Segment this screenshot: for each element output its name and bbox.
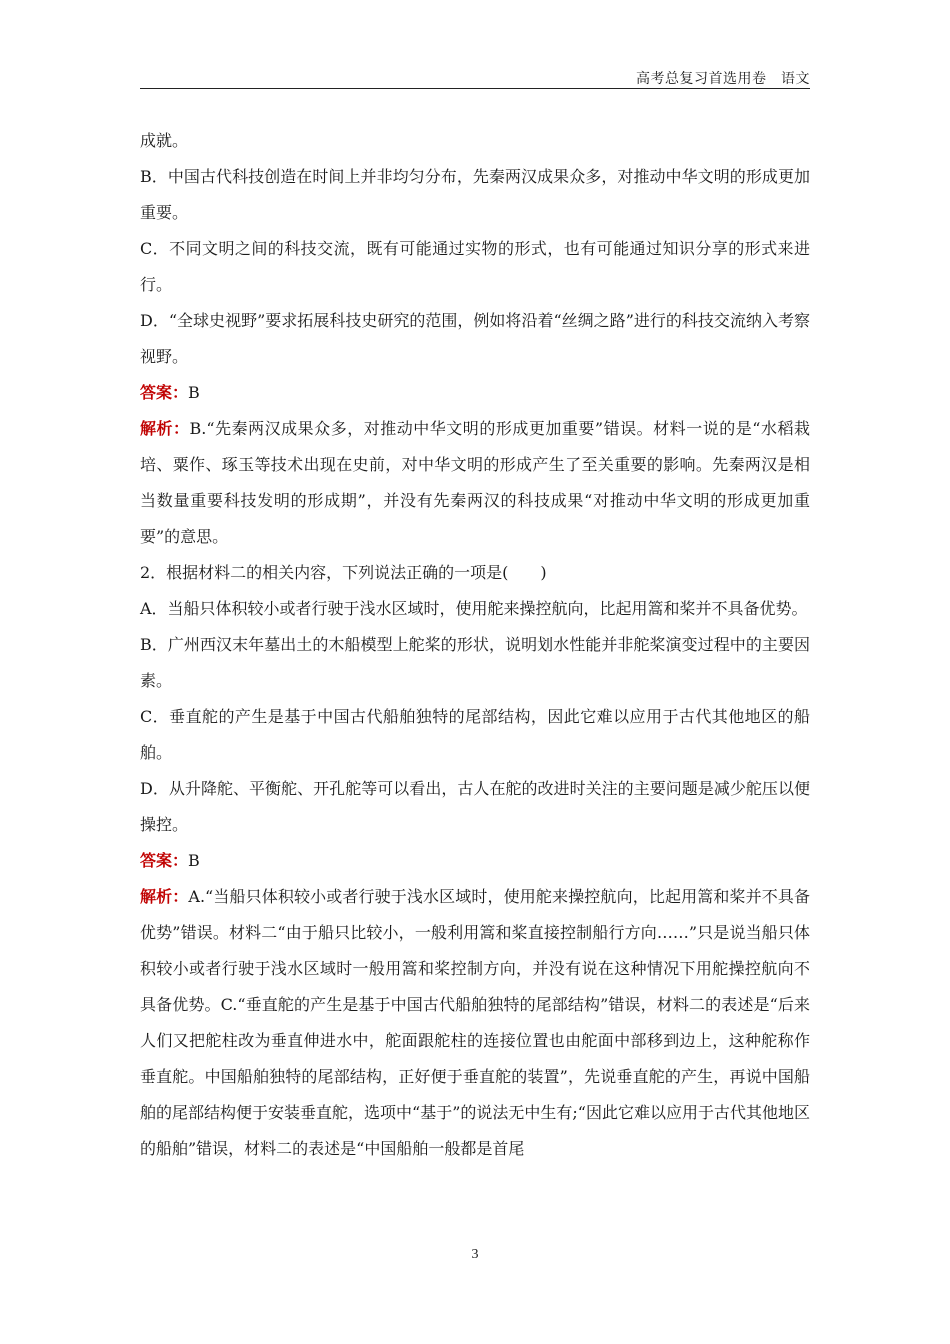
q2-stem: 2．根据材料二的相关内容，下列说法正确的一项是( ): [140, 563, 547, 582]
answer-value: B: [188, 383, 200, 402]
page-header-title: 高考总复习首选用卷 语文: [636, 71, 810, 87]
answer-label: 答案：: [140, 851, 189, 870]
q2-option-b: B．广州西汉末年墓出土的木船模型上舵桨的形状，说明划水性能并非舵桨演变过程中的主要因素。: [140, 635, 810, 690]
q1-answer: [140, 375, 810, 411]
analysis-text: A.“当船只体积较小或者行驶于浅水区域时，使用舵来操控航向，比起用篙和桨并不具备优势”错误。材料二“由于船只比较小，一般利用篙和桨直接控制船行方向……”只是说当船只体积较小或者行驶于浅水区域时一般用篙和桨控制方向，并没有说在这种情况下用舵操控航向不具备优势。C.“垂直舵的产生是基于中国古代船舶独特的尾部结构”错误，材料二的表述是“后来人们又把舵柱改为垂直伸进水中，舵面跟舵柱的连接位置也由舵面中部移到边上，这种舵称作垂直舵。中国船舶独特的尾部结构，正好便于垂直舵的装置”，先说垂直舵的产生，再说中国船舶的尾部结构便于安装垂直舵，选项中“基于”的说法无中生有;“因此它难以应用于古代其他地区的船舶”错误，材料二的表述是“中国船舶一般都是首尾: [140, 887, 810, 1158]
header-divider: [140, 88, 810, 89]
q1-option-d: D．“全球史视野”要求拓展科技史研究的范围，例如将沿着“丝绸之路”进行的科技交流纳入考察视野。: [140, 311, 810, 366]
document-body: [140, 123, 810, 1167]
q1-analysis: [140, 411, 810, 555]
q2-answer: [140, 843, 810, 879]
analysis-label: 解析：: [140, 419, 190, 438]
answer-label: 答案：: [140, 383, 189, 402]
page-number: 3: [471, 1247, 479, 1262]
q1-option-b: B．中国古代科技创造在时间上并非均匀分布，先秦两汉成果众多，对推动中华文明的形成更加重要。: [140, 167, 810, 222]
q2-option-d: D．从升降舵、平衡舵、开孔舵等可以看出，古人在舵的改进时关注的主要问题是减少舵压以便操控。: [140, 779, 810, 834]
q2-option-a: A．当船只体积较小或者行驶于浅水区域时，使用舵来操控航向，比起用篙和桨并不具备优势。: [140, 599, 808, 618]
answer-value: B: [188, 851, 200, 870]
analysis-text: B.“先秦两汉成果众多，对推动中华文明的形成更加重要”错误。材料一说的是“水稻栽培、粟作、琢玉等技术出现在史前，对中华文明的形成产生了至关重要的影响。先秦两汉是相当数量重要科技发明的形成期”，并没有先秦两汉的科技成果“对推动中华文明的形成更加重要”的意思。: [140, 419, 810, 546]
analysis-label: 解析：: [140, 887, 189, 906]
q2-option-c: C．垂直舵的产生是基于中国古代船舶独特的尾部结构，因此它难以应用于古代其他地区的船舶。: [140, 707, 810, 762]
q2-analysis: [140, 879, 810, 1167]
q1-option-c: C．不同文明之间的科技交流，既有可能通过实物的形式，也有可能通过知识分享的形式来进行。: [140, 239, 810, 294]
q1-continuation: 成就。: [140, 131, 189, 150]
